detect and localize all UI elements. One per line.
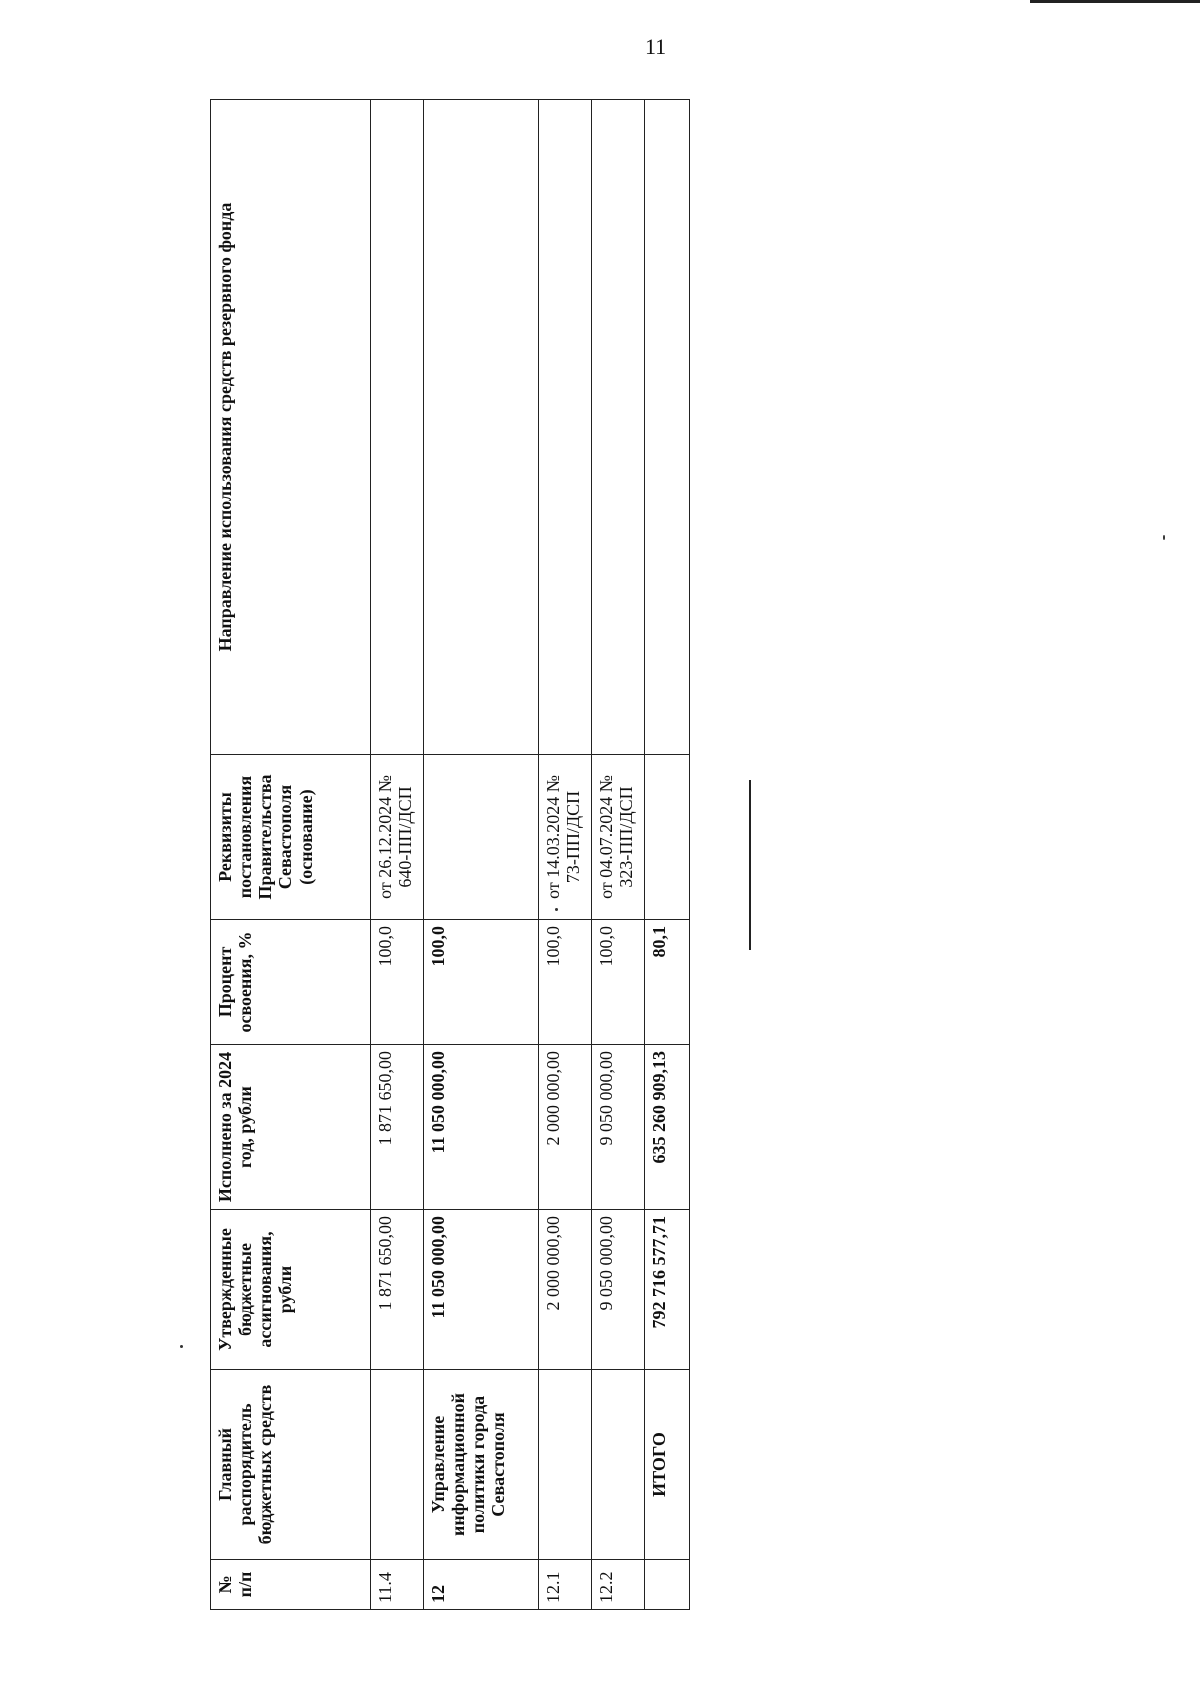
row-distributor: ИТОГО	[645, 1370, 690, 1560]
row-requisites: от 04.07.2024 № 323-ПП/ДСП	[591, 755, 644, 920]
row-approved: 792 716 577,71	[645, 1210, 690, 1370]
row-requisites	[423, 755, 538, 920]
end-separator-line	[749, 780, 751, 950]
row-percent: 100,0	[371, 920, 424, 1045]
table-header-row	[211, 100, 371, 1610]
row-approved: 2 000 000,00	[538, 1210, 591, 1370]
header-num: № п/п	[211, 1560, 371, 1610]
row-direction	[538, 100, 591, 755]
row-approved: 11 050 000,00	[423, 1210, 538, 1370]
row-approved: 9 050 000,00	[591, 1210, 644, 1370]
header-distributor: Главный распорядитель бюджетных средств	[211, 1370, 371, 1560]
row-direction	[371, 100, 424, 755]
table-row	[423, 100, 538, 1610]
row-executed: 2 000 000,00	[538, 1045, 591, 1210]
row-distributor: Управление информационной политики города Севастополя	[423, 1370, 538, 1560]
row-approved: 1 871 650,00	[371, 1210, 424, 1370]
row-requisites	[645, 755, 690, 920]
row-percent: 100,0	[538, 920, 591, 1045]
header-direction: Направление использования средств резервного фонда	[211, 100, 371, 755]
row-percent: 100,0	[591, 920, 644, 1045]
row-percent: 80,1	[645, 920, 690, 1045]
header-requisites: Реквизиты постановления Правительства Севастополя (основание)	[211, 755, 371, 920]
page-number: 11	[645, 34, 667, 59]
row-executed: 11 050 000,00	[423, 1045, 538, 1210]
row-distributor	[371, 1370, 424, 1560]
table-row	[591, 100, 644, 1610]
row-num: 11.4	[371, 1560, 424, 1610]
row-distributor	[591, 1370, 644, 1560]
row-requisites: от 26.12.2024 № 640-ПП/ДСП	[371, 755, 424, 920]
header-approved: Утвержденные бюджетные ассигнования, рубли	[211, 1210, 371, 1370]
row-direction	[423, 100, 538, 755]
header-executed: Исполнено за 2024 год, рубли	[211, 1045, 371, 1210]
row-distributor	[538, 1370, 591, 1560]
reserve-fund-table-wrapper	[210, 100, 690, 1610]
row-requisites: от 14.03.2024 № 73-ПП/ДСП	[538, 755, 591, 920]
row-executed: 9 050 000,00	[591, 1045, 644, 1210]
table-row	[371, 100, 424, 1610]
top-edge-rule	[1030, 0, 1200, 3]
row-num: 12	[423, 1560, 538, 1610]
row-percent: 100,0	[423, 920, 538, 1045]
header-percent: Процент освоения, %	[211, 920, 371, 1045]
row-executed: 1 871 650,00	[371, 1045, 424, 1210]
scan-speck	[555, 908, 558, 911]
scan-speck	[180, 1345, 183, 1348]
row-num	[645, 1560, 690, 1610]
reserve-fund-table	[210, 99, 690, 1610]
row-num: 12.1	[538, 1560, 591, 1610]
row-num: 12.2	[591, 1560, 644, 1610]
table-row	[538, 100, 591, 1610]
row-executed: 635 260 909,13	[645, 1045, 690, 1210]
row-direction	[591, 100, 644, 755]
scan-speck	[1163, 535, 1165, 540]
table-row-total	[645, 100, 690, 1610]
row-direction	[645, 100, 690, 755]
